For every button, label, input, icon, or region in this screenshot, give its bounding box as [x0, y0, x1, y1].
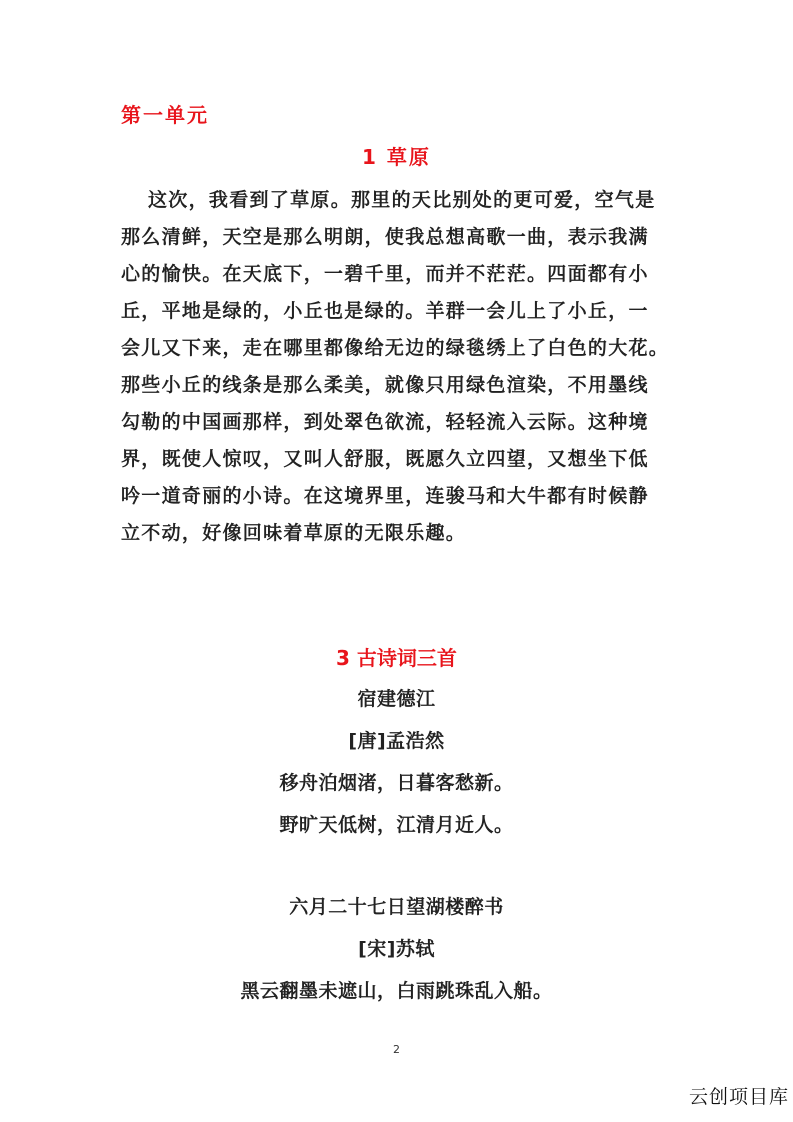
text-line: 那么清鲜，天空是那么明朗，使我总想高歌一曲，表示我满	[121, 226, 649, 248]
poem-1-line: 移舟泊烟渚，日暮客愁新。	[279, 772, 514, 794]
watermark: 云创项目库	[688, 1086, 789, 1108]
text-line: 这次，我看到了草原。那里的天比别处的更可爱，空气是	[148, 189, 656, 211]
poem-1-title: 宿建德江	[357, 688, 436, 710]
text-line: 立不动，好像回味着草原的无限乐趣。	[121, 522, 467, 544]
poem-2-title: 六月二十七日望湖楼醉书	[289, 896, 504, 918]
text-line: 心的愉快。在天底下，一碧千里，而并不茫茫。四面都有小	[121, 263, 649, 285]
lesson-1-title: 1 草原	[362, 145, 431, 169]
poem-1-author: [唐]孟浩然	[348, 730, 445, 752]
poem-2-author: [宋]苏轼	[358, 938, 435, 960]
unit-title: 第一单元	[121, 103, 209, 127]
poem-1-line: 野旷天低树，江清月近人。	[279, 814, 514, 836]
text-line: 吟一道奇丽的小诗。在这境界里，连骏马和大牛都有时候静	[121, 485, 649, 507]
lesson-3-title: 3 古诗词三首	[336, 646, 457, 670]
lesson-1-text	[121, 182, 677, 552]
text-line: 勾勒的中国画那样，到处翠色欲流，轻轻流入云际。这种境	[121, 411, 649, 433]
text-line: 那些小丘的线条是那么柔美，就像只用绿色渲染，不用墨线	[121, 374, 649, 396]
poem-2-line: 黑云翻墨未遮山，白雨跳珠乱入船。	[240, 980, 553, 1002]
text-line: 丘，平地是绿的，小丘也是绿的。羊群一会儿上了小丘，一	[121, 300, 649, 322]
text-line: 界，既使人惊叹，又叫人舒服，既愿久立四望，又想坐下低	[121, 448, 649, 470]
text-line: 会儿又下来，走在哪里都像给无边的绿毯绣上了白色的大花。	[121, 337, 670, 359]
page-number: 2	[393, 1043, 400, 1056]
